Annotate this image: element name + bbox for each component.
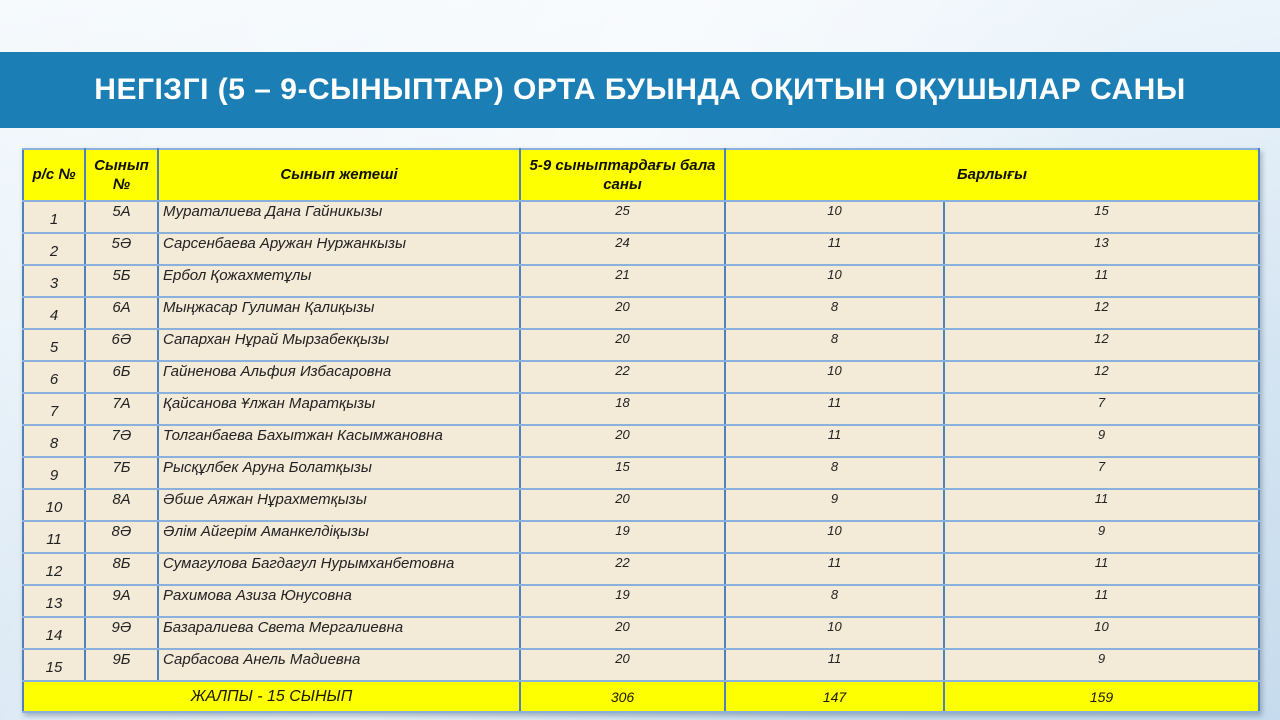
table-row — [23, 361, 1259, 393]
total-sub1-cell: 10 — [725, 521, 944, 553]
teacher-cell: Рысқұлбек Аруна Болатқызы — [158, 457, 520, 489]
teacher-cell: Сапархан Нұрай Мырзабекқызы — [158, 329, 520, 361]
count-cell: 15 — [520, 457, 725, 489]
class-cell: 8Ә — [85, 521, 158, 553]
teacher-cell: Рахимова Азиза Юнусовна — [158, 585, 520, 617]
total-sub2-cell: 11 — [944, 585, 1259, 617]
row-number-cell: 4 — [23, 297, 85, 329]
row-number-cell: 7 — [23, 393, 85, 425]
table-row — [23, 329, 1259, 361]
teacher-cell: Мыңжасар Гулиман Қалиқызы — [158, 297, 520, 329]
total-sub1-cell: 10 — [725, 617, 944, 649]
total-sub2-cell: 9 — [944, 649, 1259, 681]
teacher-cell: Сарбасова Анель Мадиевна — [158, 649, 520, 681]
row-number-cell: 10 — [23, 489, 85, 521]
table-row — [23, 585, 1259, 617]
table-row — [23, 617, 1259, 649]
table-row — [23, 521, 1259, 553]
total-sub1-cell: 10 — [725, 265, 944, 297]
total-count: 306 — [520, 681, 725, 712]
row-number-cell: 2 — [23, 233, 85, 265]
count-cell: 19 — [520, 521, 725, 553]
total-sub2-cell: 7 — [944, 393, 1259, 425]
row-number-cell: 15 — [23, 649, 85, 681]
count-cell: 20 — [520, 649, 725, 681]
row-number-cell: 1 — [23, 201, 85, 233]
row-number-cell: 13 — [23, 585, 85, 617]
total-sub1-cell: 11 — [725, 233, 944, 265]
count-cell: 19 — [520, 585, 725, 617]
total-sub1-cell: 9 — [725, 489, 944, 521]
class-cell: 6Ә — [85, 329, 158, 361]
teacher-cell: Сумагулова Багдагул Нурымханбетовна — [158, 553, 520, 585]
teacher-cell: Қайсанова Ұлжан Маратқызы — [158, 393, 520, 425]
total-sub1-cell: 11 — [725, 425, 944, 457]
row-number-cell: 8 — [23, 425, 85, 457]
title-banner — [0, 52, 1280, 128]
count-cell: 20 — [520, 617, 725, 649]
class-cell: 7Ә — [85, 425, 158, 457]
class-cell: 5Ә — [85, 233, 158, 265]
class-cell: 8А — [85, 489, 158, 521]
total-row — [23, 681, 1259, 712]
total-sub1-cell: 8 — [725, 329, 944, 361]
header-student-count: 5-9 сыныптардағы бала саны — [520, 149, 725, 201]
table-row — [23, 233, 1259, 265]
count-cell: 18 — [520, 393, 725, 425]
class-cell: 7Б — [85, 457, 158, 489]
students-table — [22, 148, 1260, 713]
count-cell: 20 — [520, 425, 725, 457]
header-class-number: Сынып № — [85, 149, 158, 201]
teacher-cell: Мураталиева Дана Гайникызы — [158, 201, 520, 233]
class-cell: 5Б — [85, 265, 158, 297]
table-row — [23, 457, 1259, 489]
total-sub2-cell: 12 — [944, 329, 1259, 361]
table-row — [23, 393, 1259, 425]
total-sub2-cell: 7 — [944, 457, 1259, 489]
total-sub2-cell: 12 — [944, 297, 1259, 329]
count-cell: 20 — [520, 297, 725, 329]
teacher-cell: Әлім Айгерім Аманкелдіқызы — [158, 521, 520, 553]
count-cell: 20 — [520, 329, 725, 361]
total-sub1-cell: 8 — [725, 585, 944, 617]
total-sub1: 147 — [725, 681, 944, 712]
row-number-cell: 3 — [23, 265, 85, 297]
total-sub2-cell: 10 — [944, 617, 1259, 649]
total-sub2: 159 — [944, 681, 1259, 712]
total-sub2-cell: 11 — [944, 553, 1259, 585]
table-row — [23, 489, 1259, 521]
class-cell: 6Б — [85, 361, 158, 393]
row-number-cell: 14 — [23, 617, 85, 649]
total-sub1-cell: 10 — [725, 201, 944, 233]
teacher-cell: Гайненова Альфия Избасаровна — [158, 361, 520, 393]
count-cell: 24 — [520, 233, 725, 265]
class-cell: 6А — [85, 297, 158, 329]
teacher-cell: Базаралиева Света Мергалиевна — [158, 617, 520, 649]
class-cell: 8Б — [85, 553, 158, 585]
class-cell: 9Б — [85, 649, 158, 681]
class-cell: 9Ә — [85, 617, 158, 649]
class-cell: 5А — [85, 201, 158, 233]
total-sub1-cell: 8 — [725, 457, 944, 489]
row-number-cell: 12 — [23, 553, 85, 585]
header-row-number: р/с № — [23, 149, 85, 201]
row-number-cell: 6 — [23, 361, 85, 393]
teacher-cell: Әбше Аяжан Нұрахметқызы — [158, 489, 520, 521]
total-sub1-cell: 11 — [725, 393, 944, 425]
total-sub1-cell: 11 — [725, 553, 944, 585]
header-total: Барлығы — [725, 149, 1259, 201]
total-label: ЖАЛПЫ - 15 СЫНЫП — [23, 681, 520, 712]
header-teacher: Сынып жетеші — [158, 149, 520, 201]
row-number-cell: 5 — [23, 329, 85, 361]
count-cell: 21 — [520, 265, 725, 297]
total-sub2-cell: 9 — [944, 521, 1259, 553]
teacher-cell: Ербол Қожахметұлы — [158, 265, 520, 297]
total-sub2-cell: 15 — [944, 201, 1259, 233]
header-row — [23, 149, 1259, 201]
count-cell: 22 — [520, 361, 725, 393]
row-number-cell: 9 — [23, 457, 85, 489]
teacher-cell: Толганбаева Бахытжан Касымжановна — [158, 425, 520, 457]
total-sub2-cell: 11 — [944, 489, 1259, 521]
table-row — [23, 201, 1259, 233]
count-cell: 25 — [520, 201, 725, 233]
total-sub1-cell: 10 — [725, 361, 944, 393]
table-row — [23, 425, 1259, 457]
row-number-cell: 11 — [23, 521, 85, 553]
table-row — [23, 297, 1259, 329]
count-cell: 22 — [520, 553, 725, 585]
teacher-cell: Сарсенбаева Аружан Нуржанкызы — [158, 233, 520, 265]
class-cell: 9А — [85, 585, 158, 617]
total-sub2-cell: 12 — [944, 361, 1259, 393]
total-sub1-cell: 8 — [725, 297, 944, 329]
table-row — [23, 649, 1259, 681]
total-sub1-cell: 11 — [725, 649, 944, 681]
class-cell: 7А — [85, 393, 158, 425]
table-row — [23, 265, 1259, 297]
slide-title: НЕГІЗГІ (5 – 9-СЫНЫПТАР) ОРТА БУЫНДА ОҚИТЫН ОҚУШЫЛАР САНЫ — [94, 73, 1186, 106]
total-sub2-cell: 11 — [944, 265, 1259, 297]
count-cell: 20 — [520, 489, 725, 521]
table-row — [23, 553, 1259, 585]
total-sub2-cell: 13 — [944, 233, 1259, 265]
total-sub2-cell: 9 — [944, 425, 1259, 457]
